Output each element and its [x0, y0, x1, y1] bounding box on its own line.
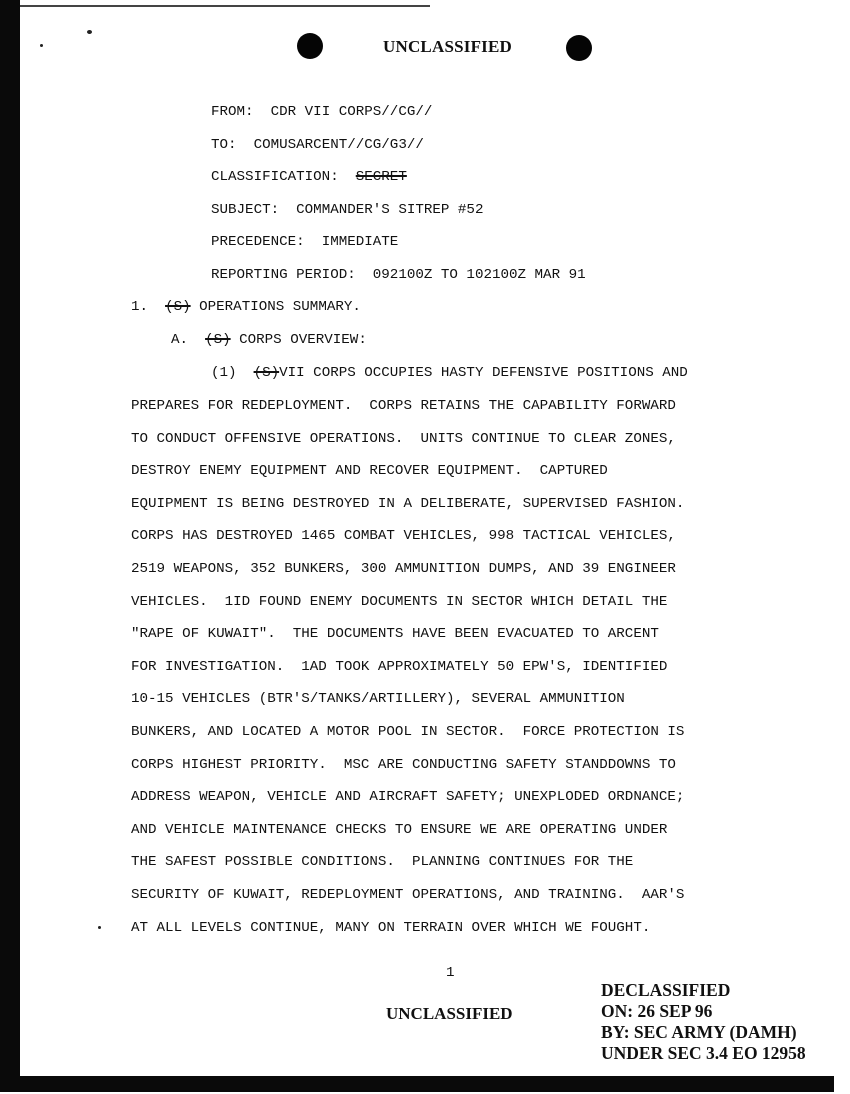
body-line: AND VEHICLE MAINTENANCE CHECKS TO ENSURE WE ARE OPERATING UNDER — [131, 821, 668, 838]
paragraph-1-body — [131, 398, 685, 936]
body-line: ADDRESS WEAPON, VEHICLE AND AIRCRAFT SAFETY; UNEXPLODED ORDNANCE; — [131, 789, 685, 806]
section-a-heading — [171, 332, 367, 348]
scan-top-rule — [20, 5, 430, 7]
section-1-marking-struck: (S) — [165, 299, 191, 315]
classification-dot-left — [297, 33, 323, 59]
body-line: TO CONDUCT OFFENSIVE OPERATIONS. UNITS CONTINUE TO CLEAR ZONES, — [131, 430, 676, 447]
from-line — [211, 104, 432, 120]
body-line: SECURITY OF KUWAIT, REDEPLOYMENT OPERATIONS, AND TRAINING. AAR'S — [131, 887, 685, 903]
declass-line: DECLASSIFIED — [601, 980, 731, 1000]
paragraph-1-marking-struck: (S) — [253, 365, 280, 381]
period-value: 092100Z TO 102100Z MAR 91 — [372, 267, 586, 283]
declassification-stamp — [601, 980, 806, 1064]
section-a-title: CORPS OVERVIEW: — [239, 332, 367, 348]
to-line — [211, 137, 424, 153]
subject-line — [211, 202, 483, 218]
classification-line — [211, 169, 407, 185]
scan-border-bottom — [0, 1076, 834, 1092]
scan-border-left — [0, 0, 20, 1078]
paragraph-1-number: (1) — [211, 365, 237, 381]
body-line: FOR INVESTIGATION. 1AD TOOK APPROXIMATELY 50 EPW'S, IDENTIFIED — [131, 658, 668, 675]
declass-line: UNDER SEC 3.4 EO 12958 — [601, 1043, 806, 1063]
declass-line: BY: SEC ARMY (DAMH) — [601, 1022, 797, 1042]
from-value: CDR VII CORPS//CG// — [270, 104, 433, 120]
subject-value: COMMANDER'S SITREP #52 — [296, 202, 484, 218]
to-label: TO: — [211, 137, 237, 153]
body-line: BUNKERS, AND LOCATED A MOTOR POOL IN SECTOR. FORCE PROTECTION IS — [131, 724, 685, 740]
classification-value-struck: SECRET — [355, 169, 407, 185]
scan-speck — [40, 44, 43, 47]
body-line: EQUIPMENT IS BEING DESTROYED IN A DELIBERATE, SUPERVISED FASHION. — [131, 495, 685, 512]
body-line: 10-15 VEHICLES (BTR'S/TANKS/ARTILLERY), SEVERAL AMMUNITION — [131, 691, 625, 708]
scan-speck — [98, 926, 101, 929]
body-line: CORPS HIGHEST PRIORITY. MSC ARE CONDUCTING SAFETY STANDDOWNS TO — [131, 756, 676, 773]
from-label: FROM: — [211, 104, 254, 120]
body-line: 2519 WEAPONS, 352 BUNKERS, 300 AMMUNITION DUMPS, AND 39 ENGINEER — [131, 561, 676, 577]
classification-footer: UNCLASSIFIED — [386, 1004, 513, 1023]
scan-speck — [87, 30, 92, 34]
to-value: COMUSARCENT//CG/G3// — [253, 137, 424, 153]
declass-line: ON: 26 SEP 96 — [601, 1001, 713, 1021]
body-line: AT ALL LEVELS CONTINUE, MANY ON TERRAIN OVER WHICH WE FOUGHT. — [131, 919, 651, 936]
body-line: PREPARES FOR REDEPLOYMENT. CORPS RETAINS THE CAPABILITY FORWARD — [131, 398, 676, 414]
subject-label: SUBJECT: — [211, 202, 280, 218]
precedence-value: IMMEDIATE — [321, 234, 399, 250]
body-line: DESTROY ENEMY EQUIPMENT AND RECOVER EQUIPMENT. CAPTURED — [131, 463, 608, 480]
section-1-heading — [131, 299, 361, 315]
classification-label: CLASSIFICATION: — [211, 169, 339, 185]
section-a-marking-struck: (S) — [205, 332, 231, 348]
section-1-number: 1. — [131, 299, 149, 315]
body-line: VEHICLES. 1ID FOUND ENEMY DOCUMENTS IN SECTOR WHICH DETAIL THE — [131, 593, 668, 610]
body-line: THE SAFEST POSSIBLE CONDITIONS. PLANNING CONTINUES FOR THE — [131, 854, 634, 871]
reporting-period-line — [211, 267, 586, 283]
period-label: REPORTING PERIOD: — [211, 267, 356, 283]
paragraph-1-lead: VII CORPS OCCUPIES HASTY DEFENSIVE POSITIONS AND — [279, 365, 688, 381]
classification-dot-right — [566, 35, 592, 61]
body-line: "RAPE OF KUWAIT". THE DOCUMENTS HAVE BEEN EVACUATED TO ARCENT — [131, 626, 659, 643]
classification-header: UNCLASSIFIED — [383, 37, 512, 56]
page-number: 1 — [446, 965, 455, 981]
precedence-label: PRECEDENCE: — [211, 234, 305, 250]
section-1-title: OPERATIONS SUMMARY. — [199, 299, 361, 315]
section-a-number: A. — [171, 332, 189, 348]
paragraph-1-first-line — [211, 365, 688, 381]
precedence-line — [211, 234, 398, 250]
body-line: CORPS HAS DESTROYED 1465 COMBAT VEHICLES, 998 TACTICAL VEHICLES, — [131, 528, 676, 545]
